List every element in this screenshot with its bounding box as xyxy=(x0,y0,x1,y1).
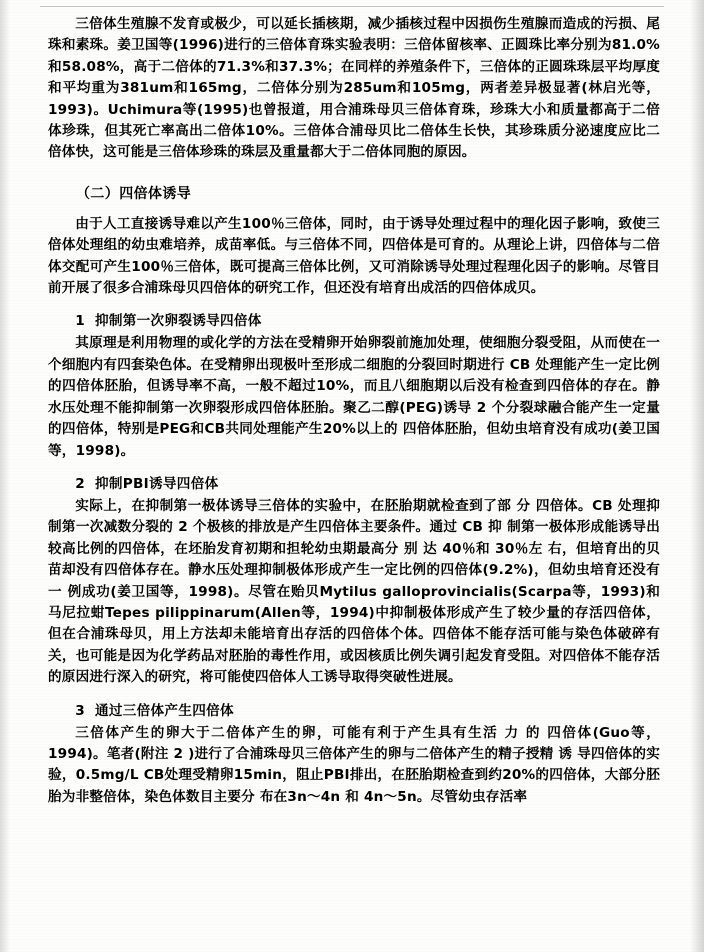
para-triploid-gonad: 三倍体生殖腺不发育或极少，可以延长插核期，减少插核过程中因损伤生殖腺而造成的污损、尾珠和素珠。姜卫国等(1996)进行的三倍体育珠实验表明：三倍体留核率、正圆珠比率分别为81.0%和58.08%，高于二倍体的71.3%和37.3%；在同样的养殖条件下，三倍体的正圆珠珠层平均厚度和平均重为381um和165mg，二倍体分别为285um和105mg，两者差异极显著(林启光等，1993)。Uchimura等(1995)也曾报道，用合浦珠母贝三倍体育珠，珍珠大小和质量都高于二倍体珍珠，但其死亡率高出二倍体10%。三倍体合浦母贝比二倍体生长快，其珍珠质分泌速度应比二倍体快，这可能是三倍体珍珠的珠层及重量都大于二倍体同胞的原因。 xyxy=(48,16,660,161)
subheading-1 xyxy=(48,311,660,331)
page-top-rule xyxy=(40,6,664,7)
subheading-1-number: 1 xyxy=(75,313,85,330)
para-sub1-body: 其原理是利用物理的或化学的方法在受精卵开始卵裂前施加处理，使细胞分裂受阻，从而使在一个细胞内有四套染色体。在受精卵出现极叶至形成二细胞的分裂回时期进行 CB 处理能产生一定比例的四倍体胚胎，但诱导率不高，一般不超过10%，而且八细胞期以后没有检查到四倍体的存在。静水压处理不能抑制第一次卵裂形成四倍体胚胎。聚乙二醇(PEG)诱导 2 个分裂球融合能产生一定量的四倍体，特别是PEG和CB共同处理能产生20%以上的 四倍体胚胎，但幼虫培育没有成功(姜卫国等，1998)。 xyxy=(48,335,660,459)
para-sub2-body: 实际上，在抑制第一极体诱导三倍体的实验中，在胚胎期就检查到了部 分 四倍体。CB 处理抑制第一次减数分裂的 2 个极核的排放是产生四倍体主要条件。通过 CB 抑 制第一极体形成能诱导出较高比例的四倍体，在坯胎发育初期和担轮幼虫期最高分 别 达 40％和 30％左 右，但培育出的贝苗却没有四倍体存在。静水压处理抑制极体形成产生一定比例的四倍体(9.2%)，但幼虫培育还没有 一 例成功(姜卫国等，1998)。尽管在贻贝Mytilus galloprovincialis(Scarpa等，1993)和马尼拉蚶Tepes pilippinarum(Allen等，1994)中抑制极体形成产生了较少量的存活四倍体，但在合浦珠母贝，用上方法却未能培育出存活的四倍体个体。四倍体不能存活可能与染色体破碎有关，也可能是因为化学药品对胚胎的毒性作用，或因核质比例失调引起发育受阻。对四倍体不能存活的原因进行深入的研究，将可能使四倍体人工诱导取得突破性进展。 xyxy=(48,497,660,686)
scan-edge-left xyxy=(0,0,10,952)
subheading-2-label: 抑制PBI诱导四倍体 xyxy=(94,475,219,492)
subheading-3-number: 3 xyxy=(75,702,85,719)
para-tetraploid-intro: 由于人工直接诱导难以产生100％三倍体，同时，由于诱导处理过程中的理化因子影响，致使三倍体处理组的幼虫难培养，成苗率低。与三倍体不同，四倍体是可育的。从理论上讲，四倍体与二倍体交配可产生100％三倍体，既可提高三倍体比例，又可消除诱导处理过程理化因子的影响。尽管目前开展了很多合浦珠母贝四倍体的研究工作，但还没有培育出成活的四倍体成贝。 xyxy=(48,215,660,297)
subheading-3 xyxy=(48,701,660,721)
subheading-1-label: 抑制第一次卵裂诱导四倍体 xyxy=(94,313,262,330)
subheading-2-number: 2 xyxy=(75,475,85,492)
subheading-3-label: 通过三倍体产生四倍体 xyxy=(94,702,234,719)
subheading-2 xyxy=(48,474,660,494)
para-sub3-body: 三倍体产生的卵大于二倍体产生的卵，可能有利于产生具有生活 力 的 四倍体(Guo等，1994)。笔者(附注 2 )进行了合浦珠母贝三倍体产生的卵与二倍体产生的精子授精 诱 导四倍体的实验，0.5mg/L CB处理受精卵15min，阻止PBI排出，在胚胎期检查到约20%的四倍体，大部分胚胎为非整倍体，染色体数目主要分 布在3n～4n 和 4n～5n。尽管幼虫存活率 xyxy=(48,724,660,805)
heading-tetraploid-induction: （二）四倍体诱导 xyxy=(76,185,192,202)
scan-edge-right xyxy=(690,0,704,952)
